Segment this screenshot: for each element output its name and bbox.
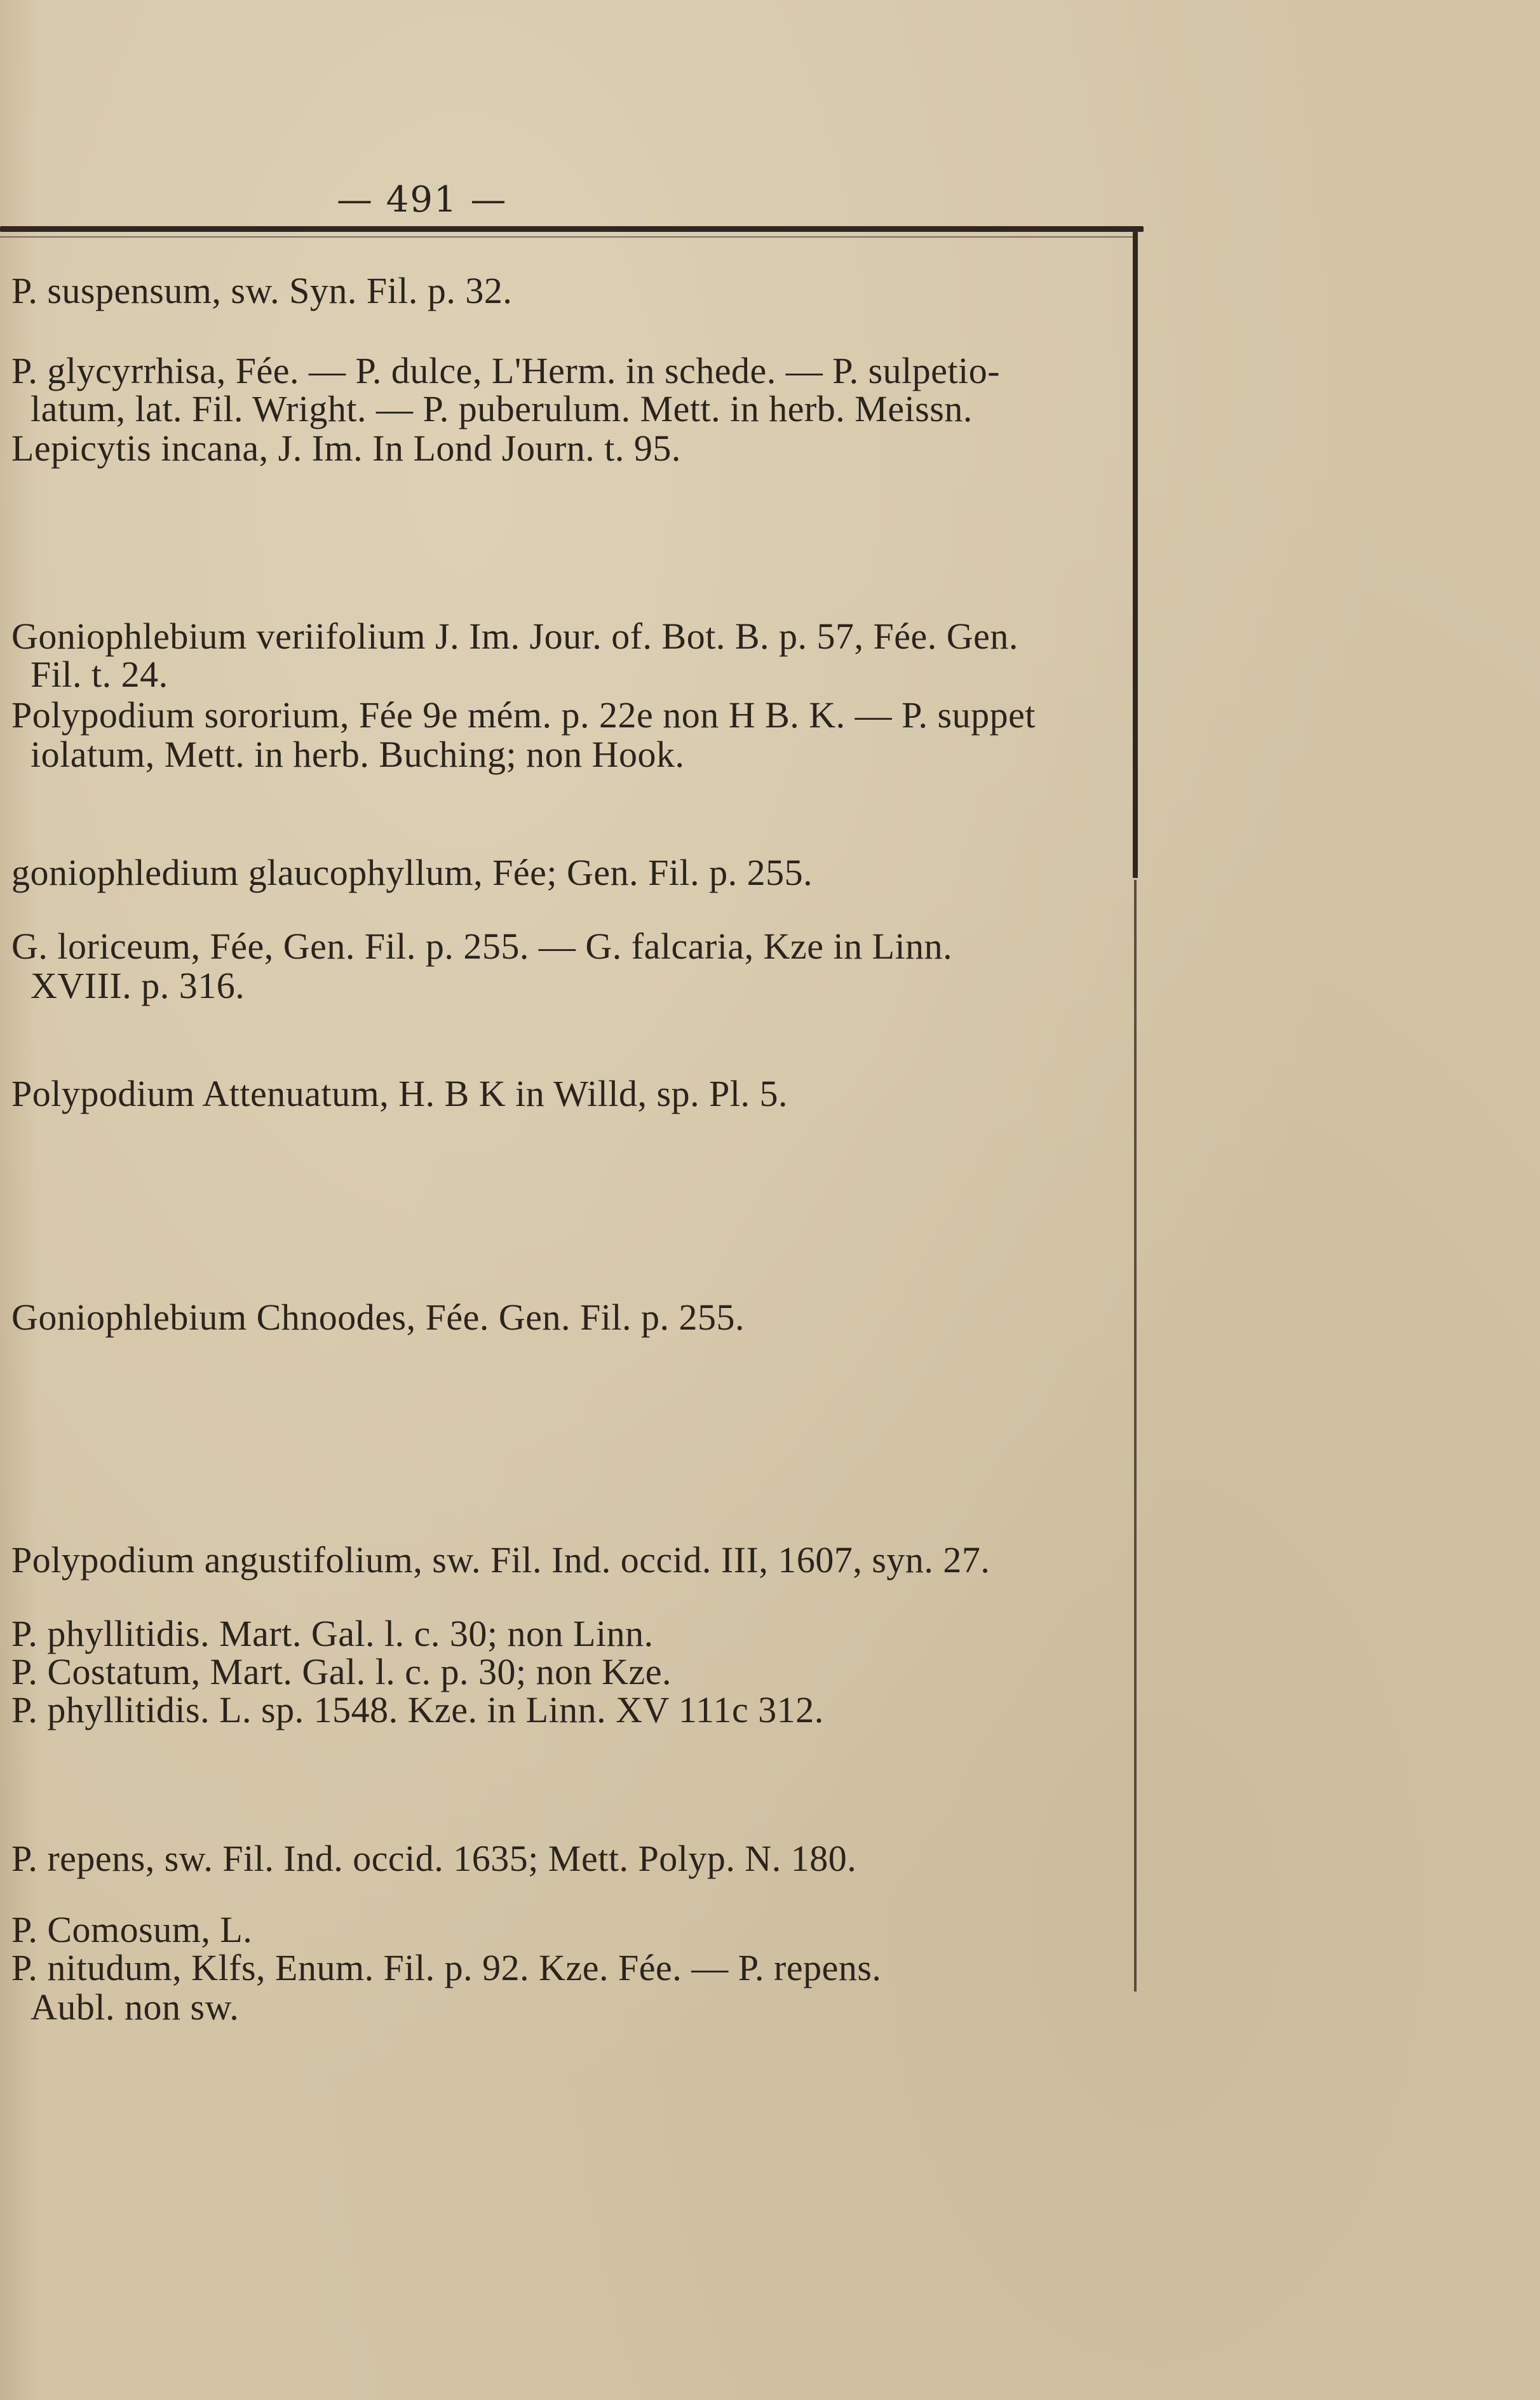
entry-line: Polypodium Attenuatum, H. B K in Willd, sp. Pl. 5.	[11, 1073, 788, 1114]
entry-line: P. phyllitidis. L. sp. 1548. Kze. in Linn. XV 111c 312.	[11, 1689, 824, 1730]
entry-line: P. Comosum, L.	[11, 1909, 253, 1950]
entry-line: Lepicytis incana, J. Im. In Lond Journ. t. 95.	[11, 428, 681, 469]
right-margin-rule	[1133, 230, 1138, 878]
entry-line: P. nitudum, Klfs, Enum. Fil. p. 92. Kze. Fée. — P. repens.	[11, 1947, 882, 1988]
entry-line: P. phyllitidis. Mart. Gal. l. c. 30; non Linn.	[11, 1613, 654, 1654]
entry-line: G. loriceum, Fée, Gen. Fil. p. 255. — G. falcaria, Kze in Linn.	[11, 926, 953, 967]
entry-line: goniophledium glaucophyllum, Fée; Gen. Fil. p. 255.	[11, 852, 813, 893]
entry-line: XVIII. p. 316.	[30, 965, 245, 1006]
entry-line: Polypodium sororium, Fée 9e mém. p. 22e non H B. K. — P. suppet	[11, 694, 1036, 736]
entry-line: Fil. t. 24.	[30, 654, 168, 695]
entry-line: latum, lat. Fil. Wright. — P. puberulum. Mett. in herb. Meissn.	[30, 388, 973, 429]
top-rule-thin	[0, 236, 1137, 238]
entry-line: P. glycyrrhisa, Fée. — P. dulce, L'Herm. in schede. — P. sulpetio-	[11, 350, 1001, 391]
entry-line: Polypodium angustifolium, sw. Fil. Ind. occid. III, 1607, syn. 27.	[11, 1539, 990, 1581]
entry-line: Goniophlebium Chnoodes, Fée. Gen. Fil. p. 255.	[11, 1297, 745, 1338]
entry-line: P. repens, sw. Fil. Ind. occid. 1635; Mett. Polyp. N. 180.	[11, 1838, 857, 1879]
page-number: — 491 —	[337, 179, 508, 220]
entry-line: P. suspensum, sw. Syn. Fil. p. 32.	[11, 270, 513, 311]
entry-line: P. Costatum, Mart. Gal. l. c. p. 30; non Kze.	[11, 1651, 672, 1692]
entry-line: Goniophlebium veriifolium J. Im. Jour. of. Bot. B. p. 57, Fée. Gen.	[11, 616, 1018, 657]
entry-line: Aubl. non sw.	[30, 1986, 240, 2028]
entry-line: iolatum, Mett. in herb. Buching; non Hook.	[30, 734, 685, 775]
right-margin-rule-lower	[1134, 880, 1137, 1992]
top-rule	[0, 226, 1144, 232]
